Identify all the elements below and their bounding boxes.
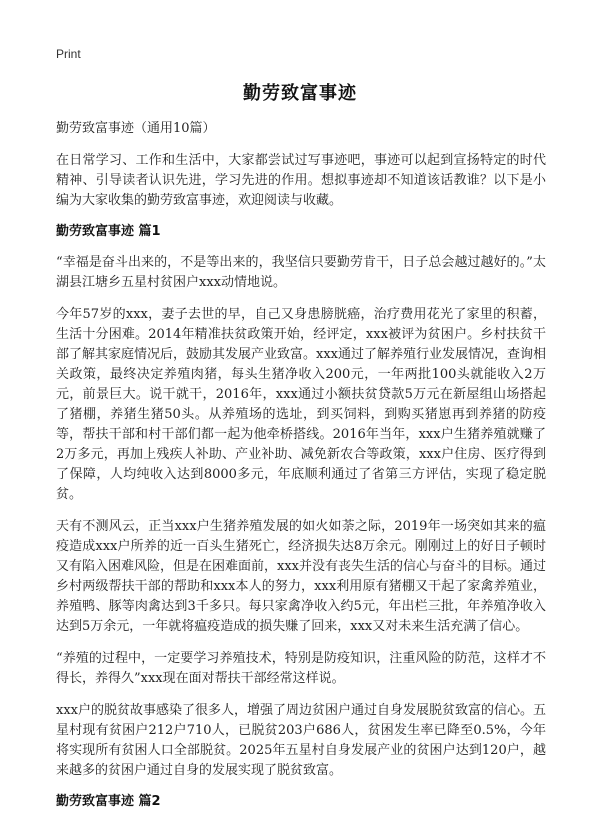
intro-paragraph: 在日常学习、工作和生活中，大家都尝试过写事迹吧，事迹可以起到宣扬特定的时代精神、引导读者认识先进，学习先进的作用。想拟事迹却不知道该话教谁？以下是小编为大家收集的勤劳致富事迹，欢迎阅读与收藏。	[56, 153, 546, 208]
section-heading-2: 勤劳致富事迹 篇2	[56, 794, 161, 809]
page-title: 勤劳致富事迹	[243, 83, 357, 104]
section-1-paragraph-4: “养殖的过程中，一定要学习养殖技术，特别是防疫知识，注重风险的防范，这样才不得长，养得久”xxx现在面对帮扶干部经常这样说。	[56, 651, 546, 686]
section-1-paragraph-2: 今年57岁的xxx，妻子去世的早，自己又身患膀胱癌，治疗费用花光了家里的积蓄，生活十分困难。2014年精准扶贫政策开始，经评定，xxx被评为贫困户。乡村扶贫干部了解其家庭情况后，鼓励其发展产业致富。xxx通过了解养殖行业发展情况，查询相关政策，最终决定养殖肉猪，每头生猪净收入200元，一年两批100头就能收入2万元，前景巨大。说干就干，2016年，xxx通过小额扶贫贷款5万元在新屋组山场搭起了猪棚，养猪生猪50头。从养殖场的选址，到买饲料，到购买猪崽再到养猪的防疫等，帮扶干部和村干部们都一起为他牵桥搭线。2016年当年，xxx户生猪养殖就赚了2万多元，再加上残疾人补助、产业补助、减免新农合等政策，xxx户住房、医疗得到了保障，人均纯收入达到8000多元，年底顺利通过了省第三方评估，实现了稳定脱贫。	[56, 307, 546, 502]
section-heading-1: 勤劳致富事迹 篇1	[56, 224, 161, 239]
article-subtitle: 勤劳致富事迹（通用10篇）	[56, 121, 216, 136]
print-link[interactable]: Print	[56, 47, 81, 61]
section-1-paragraph-3: 天有不测风云，正当xxx户生猪养殖发展的如火如荼之际，2019年一场突如其来的瘟疫造成xxx户所养的近一百头生猪死亡，经济损失达8万余元。刚刚过上的好日子顿时又有陷入困难风险，但是在困难面前，xxx并没有丧失生活的信心与奋斗的目标。通过乡村两级帮扶干部的帮助和xxx本人的努力，xxx利用原有猪棚又干起了家禽养殖业，养殖鸭、豚等肉禽达到3千多只。每只家禽净收入约5元，年出栏三批，年养殖净收入达到5万余元，一年就将瘟疫造成的损失赚了回来，xxx又对未来生活充满了信心。	[56, 519, 546, 634]
section-1-paragraph-5: xxx户的脱贫故事感染了很多人，增强了周边贫困户通过自身发展脱贫致富的信心。五星村现有贫困户212户710人，已脱贫203户686人，贫困发生率已降至0.5%，今年将实现所有贫困人口全部脱贫。2025年五星村自身发展产业的贫困户达到120户，越来越多的贫困户通过自身的发展实现了脱贫致富。	[56, 703, 546, 778]
article-body	[56, 120, 546, 823]
section-1-paragraph-1: “幸福是奋斗出来的，不是等出来的，我坚信只要勤劳肯干，日子总会越过越好的。”太湖县江塘乡五星村贫困户xxx动情地说。	[56, 255, 546, 290]
